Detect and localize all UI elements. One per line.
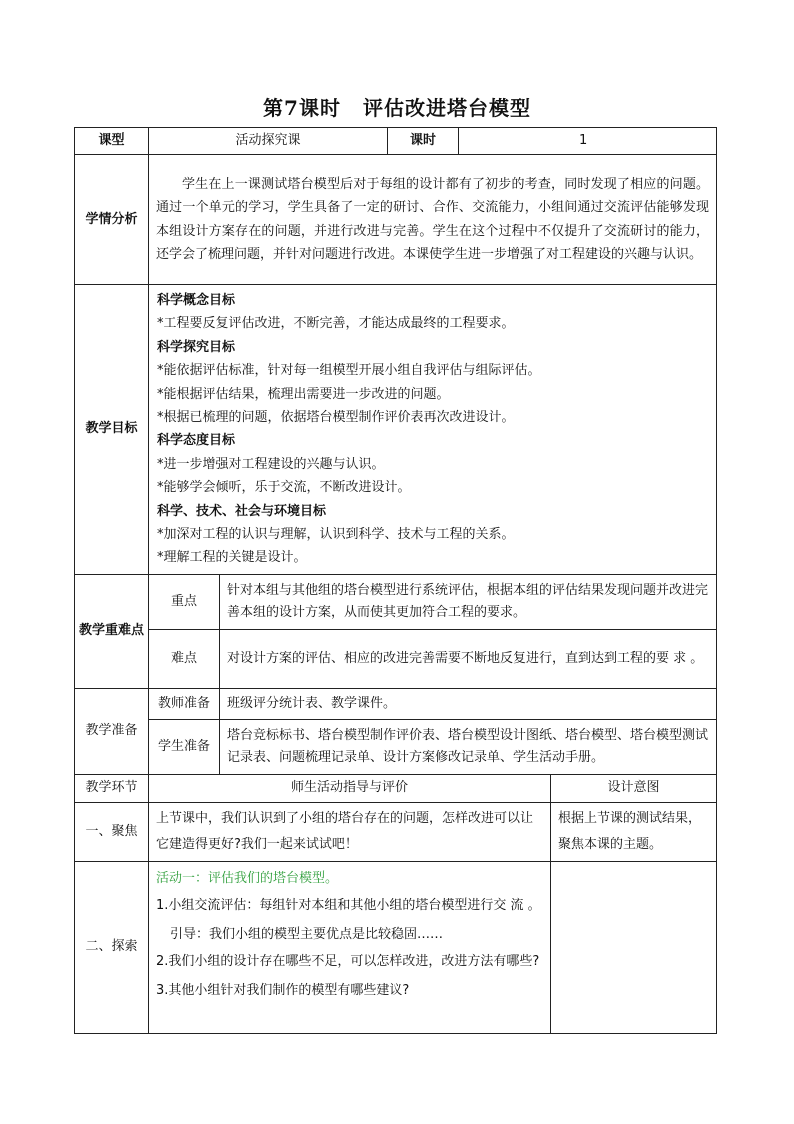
prep-label: 教学准备 xyxy=(75,688,149,774)
goals-label: 教学目标 xyxy=(75,285,149,575)
goal-item: *工程要反复评估改进，不断完善，才能达成最终的工程要求。 xyxy=(157,316,515,332)
teacher-prep-label: 教师准备 xyxy=(149,688,220,719)
student-prep-text: 塔台竞标标书、塔台模型制作评价表、塔台模型设计图纸、塔台模型、塔台模型测试记录表、问题梳理记录单、设计方案修改记录单、学生活动手册。 xyxy=(220,719,717,774)
keypoints-label: 教学重难点 xyxy=(75,574,149,688)
goal-heading: 科学态度目标 xyxy=(157,433,236,449)
analysis-label: 学情分析 xyxy=(75,155,149,285)
goal-item: *能依据评估标准，针对每一组模型开展小组自我评估与组际评估。 xyxy=(157,363,541,379)
difficult-point-label: 难点 xyxy=(149,629,220,688)
analysis-text: 学生在上一课测试塔台模型后对于每组的设计都有了初步的考查，同时发现了相应的问题。通过一个单元的学习，学生具备了一定的研讨、合作、交流能力，小组间通过交流评估能够发现本组设计方案存在的问题，并进行改进与完善。学生在这个过程中不仅提升了交流研讨的能力，还学会了梳理问题，并针对问题进行改进。本课使学生进一步增强了对工程建设的兴趣与认识。 xyxy=(149,155,717,285)
goals-content xyxy=(149,285,717,575)
teacher-prep-text: 班级评分统计表、教学课件。 xyxy=(220,688,717,719)
lesson-hours-value: 1 xyxy=(459,128,717,155)
lesson-hours-label: 课时 xyxy=(388,128,459,155)
title-lesson: 第7课时 xyxy=(263,96,341,120)
goal-heading: 科学概念目标 xyxy=(157,293,236,308)
row-analysis xyxy=(75,155,717,285)
lesson-type-label: 课型 xyxy=(75,128,149,155)
stage1-label: 一、聚焦 xyxy=(75,802,149,861)
student-prep-label: 学生准备 xyxy=(149,719,220,774)
goal-item: *进一步增强对工程建设的兴趣与认识。 xyxy=(157,456,385,472)
activity-title: 活动一：评估我们的塔台模型。 xyxy=(156,870,339,886)
row-lesson-type xyxy=(75,128,717,155)
goal-item: *根据已梳理的问题，依据塔台模型制作评价表再次改进设计。 xyxy=(157,410,515,426)
lesson-type-value: 活动探究课 xyxy=(149,128,388,155)
key-point-text: 针对本组与其他组的塔台模型进行系统评估，根据本组的评估结果发现问题并改进完善本组的设计方案，从而使其更加符合工程的要求。 xyxy=(220,574,717,629)
row-difficult-point xyxy=(75,629,717,688)
explore-guide: 引导：我们小组的模型主要优点是比较稳固…… xyxy=(170,926,444,942)
row-key-point xyxy=(75,574,717,629)
explore-step-2: 2.我们小组的设计存在哪些不足，可以怎样改进，改进方法有哪些? xyxy=(156,953,540,969)
difficult-point-text: 对设计方案的评估、相应的改进完善需要不断地反复进行，直到达到工程的要 求 。 xyxy=(220,629,717,688)
goal-item: *加深对工程的认识与理解，认识到科学、技术与工程的关系。 xyxy=(157,527,515,543)
process-col-activity: 师生活动指导与评价 xyxy=(149,774,551,802)
stage2-label: 二、探索 xyxy=(75,861,149,1033)
explore-step-3: 3.其他小组针对我们制作的模型有哪些建议? xyxy=(156,982,410,998)
row-goals xyxy=(75,285,717,575)
page-title xyxy=(0,92,794,121)
key-point-label: 重点 xyxy=(149,574,220,629)
stage1-intent: 根据上节课的测试结果，聚焦本课的主题。 xyxy=(551,802,717,861)
process-col-intent: 设计意图 xyxy=(551,774,717,802)
goal-heading: 科学探究目标 xyxy=(157,339,236,355)
title-name: 评估改进塔台模型 xyxy=(362,96,531,120)
row-stage-focus xyxy=(75,802,717,861)
stage1-text: 上节课中，我们认识到了小组的塔台存在的问题，怎样改进可以让它建造得更好?我们一起来试试吧！ xyxy=(149,802,551,861)
stage2-intent xyxy=(551,861,717,1033)
lesson-plan-table xyxy=(74,127,717,1034)
goal-item: *理解工程的关键是设计。 xyxy=(157,550,307,566)
goal-item: *能根据评估结果，梳理出需要进一步改进的问题。 xyxy=(157,386,450,402)
explore-step-1: 1.小组交流评估：每组针对本组和其他小组的塔台模型进行交 流 。 xyxy=(156,897,541,913)
process-col-stage: 教学环节 xyxy=(75,774,149,802)
row-process-header xyxy=(75,774,717,802)
goal-item: *能够学会倾听，乐于交流，不断改进设计。 xyxy=(157,480,411,496)
stage2-content xyxy=(149,861,551,1033)
row-teacher-prep xyxy=(75,688,717,719)
goal-heading: 科学、技术、社会与环境目标 xyxy=(157,503,327,519)
row-student-prep xyxy=(75,719,717,774)
row-stage-explore xyxy=(75,861,717,1033)
